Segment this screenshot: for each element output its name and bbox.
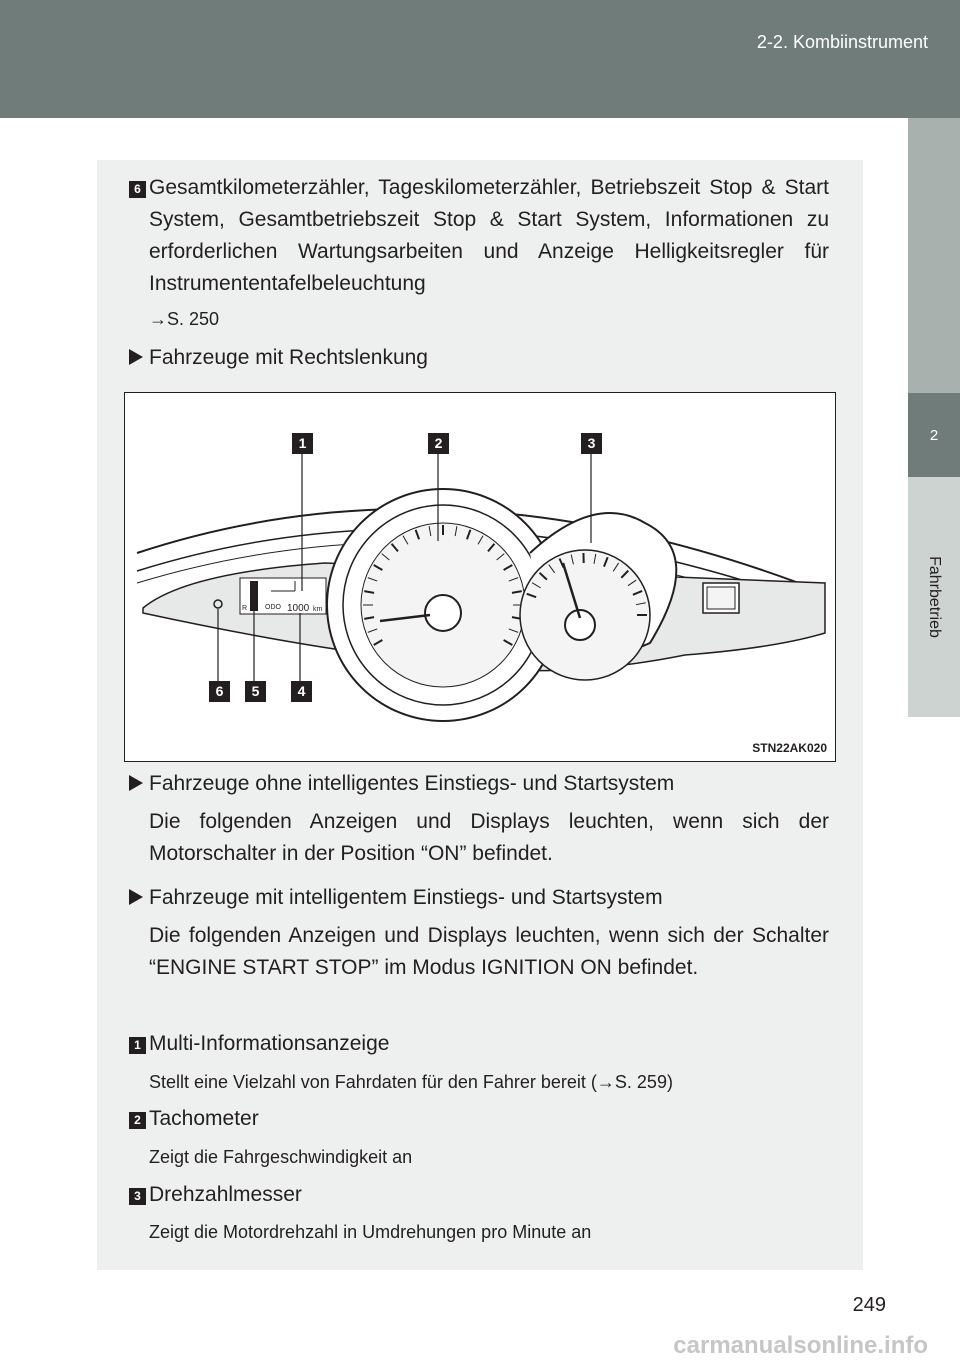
odo-value: 1000 (287, 603, 310, 614)
instrument-cluster-figure (124, 392, 836, 762)
marker-6: 6 (129, 181, 146, 198)
chapter-tab-number: 2 (908, 393, 960, 477)
side-tab-upper (908, 118, 960, 393)
triangle-bullet-icon (129, 349, 143, 365)
odo-label: ODO (265, 604, 281, 611)
drehzahl-desc: Zeigt die Motordrehzahl in Umdrehungen pro Minute an (149, 1222, 592, 1242)
callout-1: 1 (292, 433, 313, 454)
ohne-text: Die folgenden Anzeigen und Displays leuchten, wenn sich der Motorschalter in der Position “ON” befindet. (149, 810, 829, 865)
odometer-description: Gesamtkilometerzähler, Tageskilometerzähler, Betriebszeit Stop & Start System, Gesamtbetriebszeit Stop & Start System, Informationen zu erforderlichen Wartungsarbeiten und Anzeige Helligkeitsregler für Instrumententafelbeleuchtung (149, 176, 829, 295)
instrument-cluster-illustration (125, 393, 837, 763)
marker-2: 2 (129, 1112, 146, 1129)
multi-info-title: Multi-Informationsanzeige (149, 1032, 390, 1055)
marker-3: 3 (129, 1188, 146, 1205)
tacho-desc: Zeigt die Fahrgeschwindigkeit an (149, 1147, 413, 1167)
tacho-title: Tachometer (149, 1107, 259, 1130)
callout-3: 3 (581, 433, 602, 454)
mit-heading: Fahrzeuge mit intelligentem Einstiegs- und Startsystem (129, 882, 663, 914)
ohne-heading: Fahrzeuge ohne intelligentes Einstiegs- und Startsystem (129, 768, 674, 800)
section-title: 2-2. Kombiinstrument (756, 32, 928, 52)
triangle-bullet-icon (129, 775, 143, 791)
chapter-tab-label: Fahrbetrieb (926, 556, 944, 638)
header-band (0, 0, 960, 118)
mit-text: Die folgenden Anzeigen und Displays leuchten, wenn sich der Schalter “ENGINE START STOP” im Modus IGNITION ON befindet. (149, 924, 829, 979)
callout-5: 5 (245, 681, 266, 702)
odo-unit: km (313, 606, 323, 613)
callout-6: 6 (209, 681, 230, 702)
drehzahl-title: Drehzahlmesser (149, 1183, 302, 1206)
callout-4: 4 (291, 681, 312, 702)
triangle-bullet-icon (129, 889, 143, 905)
odometer-page-ref: →S. 250 (149, 309, 220, 329)
multi-info-desc: Stellt eine Vielzahl von Fahrdaten für den Fahrer bereit (→S. 259) (149, 1072, 673, 1092)
watermark: carmanualsonline.info (673, 1332, 928, 1359)
page-number: 249 (852, 1294, 886, 1316)
marker-1: 1 (129, 1037, 146, 1054)
svg-text:R: R (242, 605, 248, 612)
callout-2: 2 (428, 433, 449, 454)
figure-code: STN22AK020 (752, 741, 827, 755)
rhd-heading: Fahrzeuge mit Rechtslenkung (129, 342, 428, 374)
